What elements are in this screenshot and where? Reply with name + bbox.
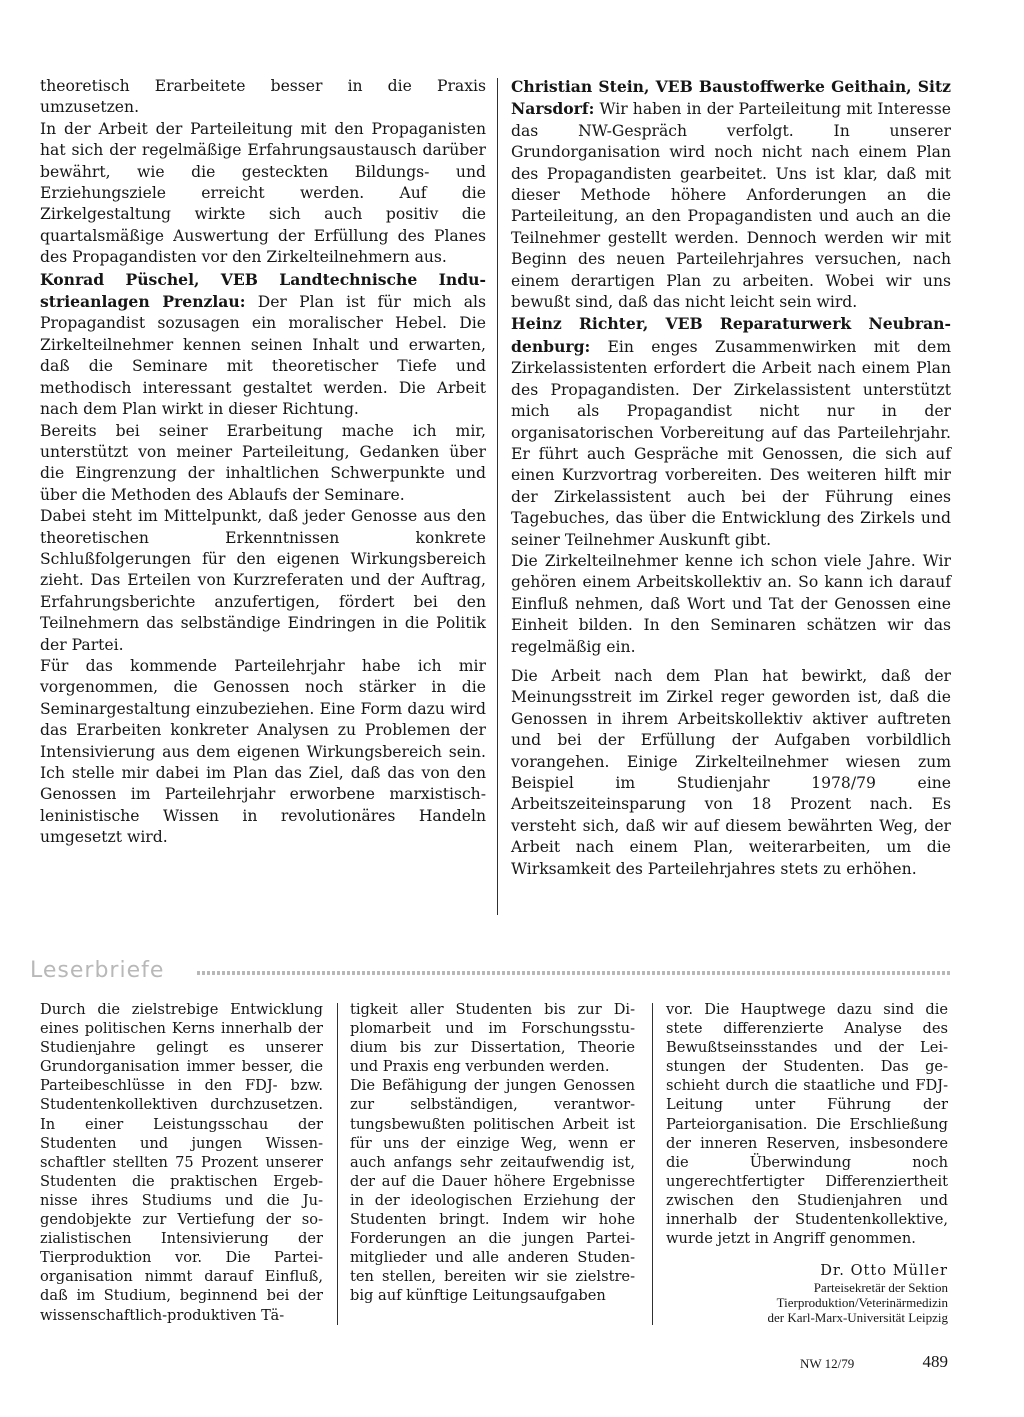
dotted-rule — [197, 971, 950, 975]
author-title: Tierproduktion/Veterinärmedizin — [776, 1295, 948, 1311]
paragraph: Dabei steht im Mittelpunkt, daß jeder Genosse aus den theoretischen Erkenntnissen konkrete Schlußfolgerungen für den eigenen Wirkungsbereich zieht. Das Erteilen von Kurzreferaten und der Auftrag, Erfahrungsberichte anzufertigen, fördert bei den Teilnehmern das selbständige Eindringen in die Politik der Partei. — [40, 507, 486, 654]
signature-block — [666, 1262, 948, 1325]
paragraph: theoretisch Erarbeitete besser in die Praxis umzusetzen. — [40, 77, 486, 117]
section-header — [30, 958, 950, 988]
paragraph: Für das kommende Parteilehrjahr habe ich mir vorgenommen, die Genossen noch stärker in die Seminargestaltung einzubeziehen. Eine Form dazu wird das Erarbeiten konkreter Analysen zu Problemen der Intensivierung aus dem eigenen Wirkungsbereich sein. Ich stelle mir dabei im Plan das Ziel, daß das von den Genossen im Parteilehrjahr erworbene marxistisch-leninistische Wissen in revolutionäres Handeln umgesetzt wird. — [40, 656, 486, 847]
section-title: Leserbriefe — [30, 958, 165, 983]
author-title: Parteisekretär der Sektion — [813, 1280, 948, 1296]
paragraph: Die Zirkelteilnehmer kenne ich schon viele Jahre. Wir gehören einem Arbeitskollektiv an. So kann ich darauf Einfluß nehmen, daß Wort und Tat der Genossen eine Einheit bilden. In den Seminaren schätzen wir das regelmäßig ein. — [511, 551, 951, 656]
letter-column-1 — [40, 1000, 323, 1325]
speaker-lead: Heinz Richter, VEB Reparaturwerk Neubrandenburg: — [511, 314, 951, 356]
author-name: Dr. Otto Müller — [820, 1262, 948, 1280]
author-title: der Karl-Marx-Universität Leipzig — [767, 1310, 948, 1326]
letter-column-2 — [350, 1000, 635, 1306]
paragraph: Die Arbeit nach dem Plan hat bewirkt, daß der Meinungsstreit im Zirkel reger geworden ist, daß die Genossen in ihrem Arbeitskollektiv aktiver auftreten und bei der Erfüllung der Aufgaben vorbildlich vorangehen. Einige Zirkelteilnehmer wiesen zum Beispiel im Studienjahr 1978/79 eine Arbeitszeiteinsparung von 18 Prozent nach. Es versteht sich, daß wir auf diesem bewährten Weg, der Arbeit nach einem Plan, weiterarbeiten, um die Wirksamkeit des Parteilehrjahres stets zu erhöhen. — [511, 666, 951, 878]
paragraph: In der Arbeit der Parteileitung mit den Propaganisten hat sich der regelmäßige Erfahrungsaustausch darüber bewährt, wie die gesteckten Bildungs- und Erziehungsziele erreicht werden. Auf die Zirkelgestaltung wirkte sich auch positiv die quartalsmäßige Auswertung der Erfüllung des Planes des Propagandisten vor den Zirkelteilnehmern aus. — [40, 119, 486, 267]
paragraph: Bereits bei seiner Erarbeitung mache ich mir, unterstützt von meiner Parteileitung, Gedanken über die Eingrenzung der inhaltlichen Schwerpunkte und über die Methoden des Ablaufs der Seminare. — [40, 421, 486, 504]
paragraph: Heinz Richter, VEB Reparaturwerk Neubrandenburg: Ein enges Zusammenwirken mit dem Zirkelassistenten erfordert die Arbeit nach einem Plan des Propagandisten. Der Zirkelassistent unterstützt mich als Propagandist nicht nur in der organisatorischen Vorbereitung auf das Parteilehrjahr. Er führt auch Gespräche mit Genossen, die sich auf einen Kurzvortrag vorbereiten. Des weiteren hilft mir der Zirkelassistent auch bei der Führung eines Tagebuches, das über die Entwicklung des Zirkels und seiner Teilnehmer Auskunft gibt. — [511, 314, 951, 549]
paragraph: Durch die zielstrebige Entwicklung eines politischen Kerns innerhalb der Studienjahre gelingt es unserer Grundorganisation immer besser, die Parteibeschlüsse in den FDJ- bzw. Studentenkollektiven durchzusetzen. In einer Leistungsschau der Studenten und jungen Wissenschaftler stellten 75 Prozent unserer Studenten die praktischen Ergebnisse ihres Studiums und die Jugendobjekte zur Vertiefung der sozialistischen Intensivierung der Tierproduktion vor. Die Parteiorganisation nimmt darauf Einfluß, daß im Studium, beginnend bei der wissenschaftlich-produktiven Tä- — [40, 1001, 323, 1324]
column-divider — [652, 1003, 653, 1325]
paragraph: Die Befähigung der jungen Genossen zur selbständigen, verantwortungsbewußten politischen Arbeit ist für uns der einzige Weg, wenn er auch anfangs sehr zeitaufwendig ist, der auf die Dauer höhere Ergebnisse in der ideologischen Erziehung der Studenten bringt. Indem wir hohe Forderungen an die jungen Parteimitglieder und alle anderen Studenten stellen, bereiten wir sie zielstrebig auf künftige Leitungsaufgaben — [350, 1077, 635, 1305]
column-divider — [497, 78, 498, 915]
letter-column-3 — [666, 1000, 948, 1325]
speaker-lead: Konrad Püschel, VEB Landtechnische Industrieanlagen Prenzlau: — [40, 269, 486, 312]
paragraph: Christian Stein, VEB Baustoffwerke Geithain, Sitz Narsdorf: Wir haben in der Parteileitung mit Interesse das NW-Gespräch verfolgt. In unserer Grundorganisation wird noch nicht nach einem Plan des Propagandisten gearbeitet. Uns ist klar, daß mit dieser Methode höhere Anforderungen an die Parteileitung, an den Propagandisten und auch an die Teilnehmer gestellt werden. Dennoch werden wir mit Beginn des neuen Parteilehrjahres versuchen, nach einem derartigen Plan zu arbeiten. Wobei wir uns bewußt sind, daß das nicht leicht sein wird. — [511, 77, 951, 312]
article-column-left — [40, 76, 486, 849]
journal-issue: NW 12/79 — [800, 1356, 855, 1371]
paragraph: tigkeit aller Studenten bis zur Diplomarbeit und im Forschungsstudium bis zur Dissertation, Theorie und Praxis eng verbunden werden. — [350, 1001, 635, 1076]
column-divider — [337, 1003, 338, 1325]
article-column-right — [511, 76, 951, 880]
page-number: 489 — [922, 1352, 948, 1371]
paragraph: vor. Die Hauptwege dazu sind die stete differenzierte Analyse des Bewußtseinsstandes und der Leistungen der Studenten. Das geschieht durch die staatliche und FDJ-Leitung unter Führung der Parteiorganisation. Die Erschließung der inneren Reserven, insbesondere die Überwindung noch ungerechtfertigter Differenziertheit zwischen den Studienjahren und innerhalb der Studentenkollektive, wurde jetzt in Angriff genommen. — [666, 1001, 948, 1248]
paragraph: Konrad Püschel, VEB Landtechnische Industrieanlagen Prenzlau: Der Plan ist für mich als Propagandist sozusagen ein moralischer Hebel. Die Zirkelteilnehmer kennen seinen Inhalt und erwarten, daß die Seminare mit theoretischer Tiefe und methodisch interessant gestaltet werden. Die Arbeit nach dem Plan wirkt in dieser Richtung. — [40, 269, 487, 419]
speaker-lead: Christian Stein, VEB Baustoffwerke Geithain, Sitz Narsdorf: — [511, 77, 951, 119]
